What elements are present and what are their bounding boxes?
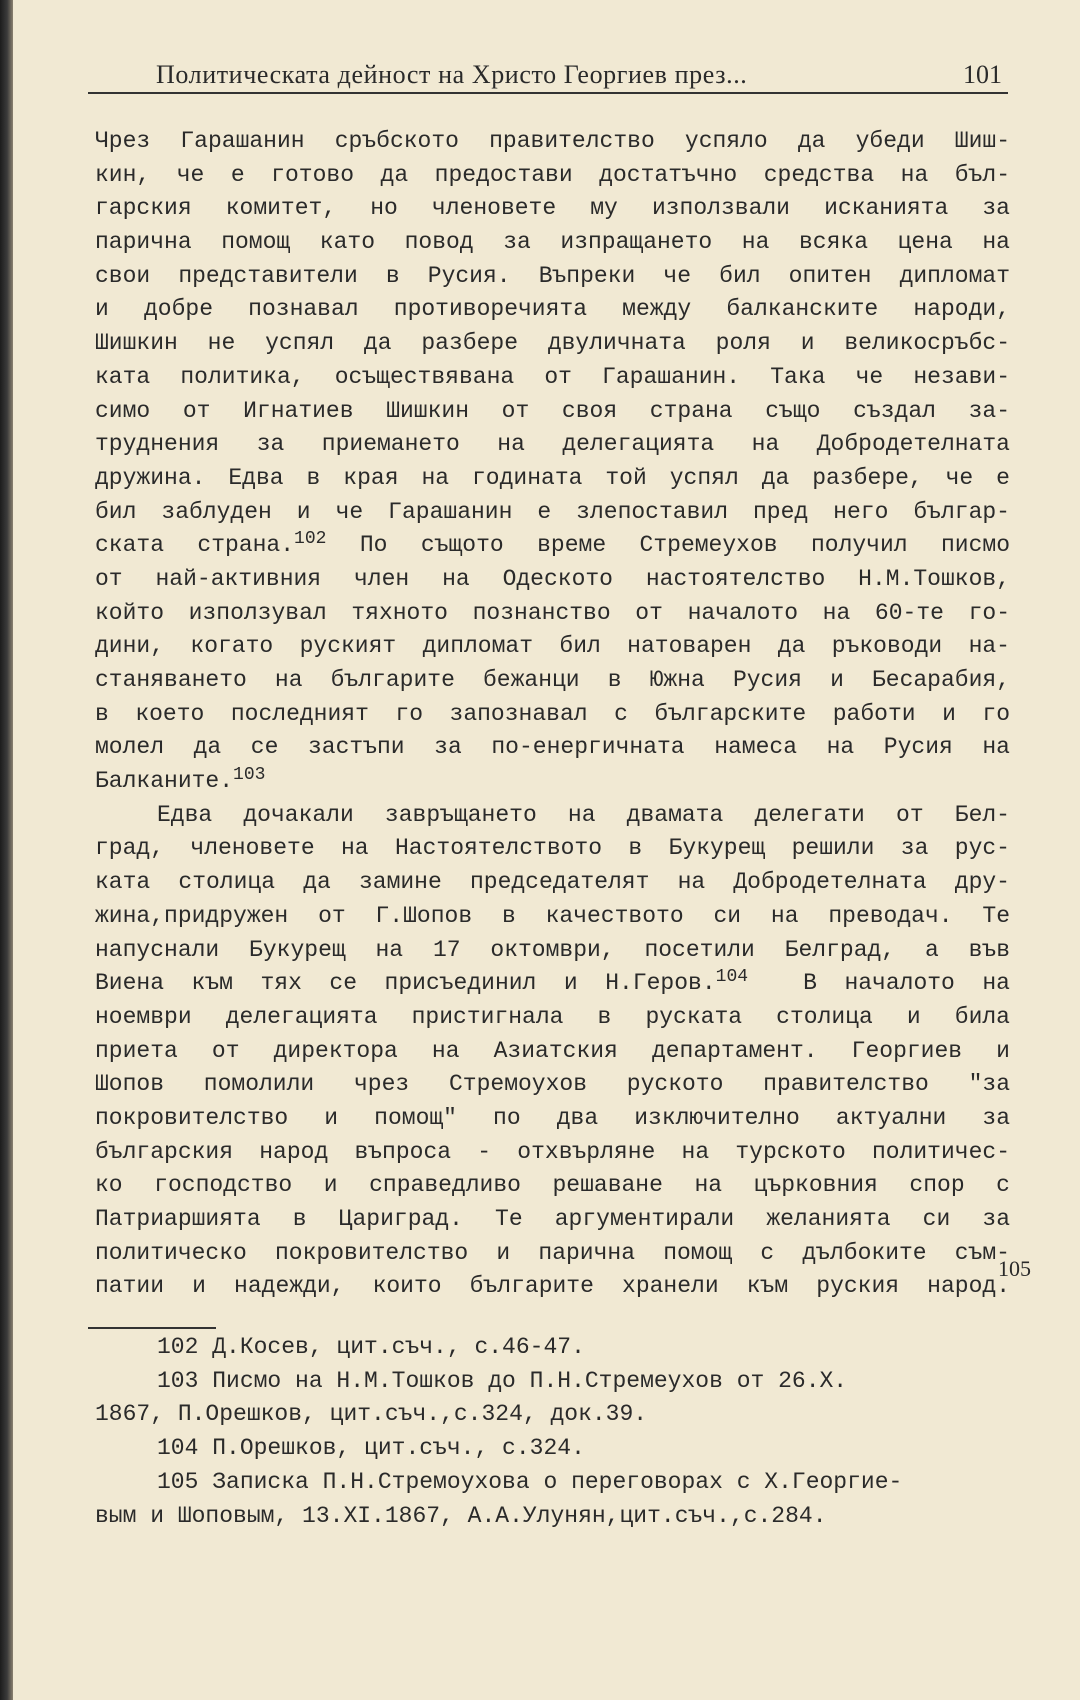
footnote-103: 103 Писмо на Н.М.Тошков до П.Н.Стремеухов от 26.Х. — [157, 1367, 848, 1394]
text-line: град, членовете на Настоятелството в Букурещ решили за рус- — [95, 835, 1010, 862]
text-line: патии и надежди, които българите хранели към руския народ. — [95, 1273, 1010, 1300]
text-segment: Виена към тях се присъединил и Н.Геров. — [95, 970, 716, 997]
footnote-103-continued: 1867, П.Орешков, цит.съч.,с.324, док.39. — [95, 1401, 648, 1428]
text-line: парична помощ като повод за изпращането на всяка цена на — [95, 229, 1010, 256]
footnote-ref-103: 103 — [233, 765, 266, 786]
text-line: симо от Игнатиев Шишкин от своя страна също създал за- — [95, 397, 1010, 424]
footnote-ref-102: 102 — [294, 529, 327, 550]
text-line: дини, когато руският дипломат бил натоварен да ръководи на- — [95, 633, 1010, 660]
footnotes — [95, 1331, 1010, 1533]
text-line: Чрез Гарашанин сръбското правителство успяло да убеди Шиш- — [95, 128, 1010, 154]
text-line: Патриаршията в Цариград. Те аргументирали желанията си за — [95, 1206, 1010, 1232]
running-header — [88, 50, 1008, 94]
text-line: от най-активния член на Одеското настоятелство Н.М.Тошков, — [95, 565, 1010, 592]
text-line: в което последният го запознавал с българските работи и го — [95, 700, 1010, 727]
text-line: ко господство и справедливо решаване на църковния спор с — [95, 1172, 1010, 1199]
text-segment: Балканите. — [95, 768, 234, 795]
footnote-105: 105 Записка П.Н.Стремоухова о переговорах с Х.Георгие- — [157, 1468, 903, 1495]
text-segment: По същото време Стремеухов получил писмо — [359, 532, 1011, 559]
text-line: и добре познавал противоречията между балканските народи, — [95, 296, 1010, 323]
text-line: който използувал тяхното познанство от началото на 60-те го- — [95, 599, 1010, 626]
text-line: ката политика, осъществявана от Гарашанин. Така че незави- — [95, 363, 1010, 390]
footnote-ref-105: 105 — [998, 1256, 1031, 1281]
text-line: свои представители в Русия. Въпреки че бил опитен дипломат — [95, 262, 1010, 289]
body-text — [95, 125, 1010, 1304]
page-edge-shadow — [0, 0, 13, 1700]
text-line: българския народ въпроса - отхвърляне на турското политичес- — [95, 1138, 1010, 1165]
text-line: труднения за приемането на делегацията на Добродетелната — [95, 431, 1010, 458]
text-line: кин, че е готово да предостави достатъчно средства на бъл- — [95, 161, 1010, 188]
footnote-ref-104: 104 — [715, 967, 749, 988]
text-line: ноември делегацията пристигнала в руската столица и била — [95, 1003, 1010, 1030]
text-line: ката столица да замине председателят на Добродетелната дру- — [95, 869, 1010, 896]
text-line: станяването на българите бежанци в Южна Русия и Бесарабия, — [95, 667, 1010, 693]
text-line: бил заблуден и че Гарашанин е злепоставил пред него българ- — [95, 498, 1010, 525]
text-line: дружина. Едва в края на годината той успял да разбере, че е — [95, 464, 1010, 491]
text-line: жина,придружен от Г.Шопов в качеството си на преводач. Те — [95, 902, 1010, 929]
text-line — [95, 529, 1010, 563]
text-line — [95, 967, 1010, 1001]
footnote-rule — [88, 1327, 216, 1329]
text-line: Едва дочакали завръщането на двамата делегати от Бел- — [157, 801, 1010, 828]
header-rule — [88, 92, 1008, 94]
text-line: политическо покровителство и парична помощ с дълбоките съм- — [95, 1239, 1010, 1266]
text-line: Шишкин не успял да разбере двуличната роля и великосръбс- — [95, 330, 1010, 357]
header-title: Политическата дейност на Христо Георгиев през... — [156, 60, 748, 89]
page-number: 101 — [963, 60, 1002, 89]
text-line: молел да се застъпи за по-енергичната намеса на Русия на — [95, 734, 1010, 761]
text-line: покровителство и помощ" по два изключително актуални за — [95, 1104, 1010, 1131]
footnote-105-continued: вым и Шоповым, 13.XI.1867, А.А.Улунян,цит.съч.,с.284. — [95, 1502, 827, 1529]
text-segment: В началото на — [803, 970, 1010, 997]
footnote-104: 104 П.Орешков, цит.съч., с.324. — [157, 1435, 585, 1462]
text-line: Шопов помолили чрез Стремоухов руското правителство "за — [95, 1071, 1010, 1098]
footnote-102: 102 Д.Косев, цит.съч., с.46-47. — [157, 1334, 585, 1360]
text-line: напуснали Букурещ на 17 октомври, посетили Белград, а във — [95, 936, 1010, 963]
text-segment: ската страна. — [95, 532, 295, 559]
text-line: приета от директора на Азиатския департамент. Георгиев и — [95, 1037, 1010, 1064]
text-line: гарския комитет, но членовете му използвали исканията за — [95, 195, 1010, 222]
text-line — [95, 765, 1010, 799]
